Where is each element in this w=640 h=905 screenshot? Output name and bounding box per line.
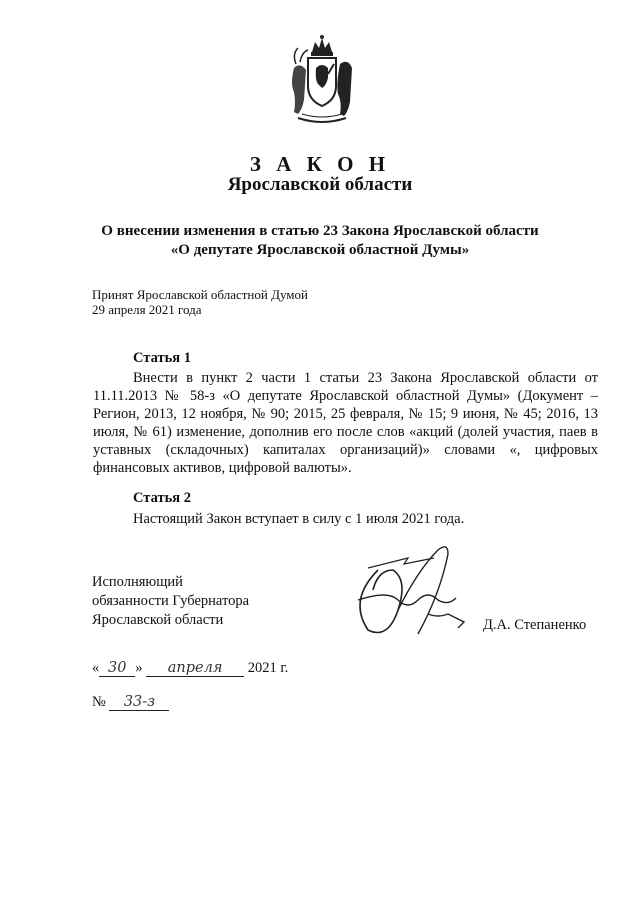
document-title: З А К О Н — [249, 152, 391, 176]
signing-date — [92, 660, 288, 677]
date-year: 2021 г. — [247, 660, 289, 676]
adoption-line-1: Принят Ярославской областной Думой — [92, 287, 308, 302]
article-1-body — [93, 369, 598, 477]
article-1-text: Внести в пункт 2 части 1 статьи 23 Закона Ярославской области от 11.11.2013 № 58-з «О депутате Ярославской областной Думы» (Документ – Регион, 2013, 12 ноября, № 90; 2015, 25 февраля, № 15; 9 июня, № 45; 2016, 13 июля, № 61) изменение, дополнив его после слов «акций (долей участия, паев в уставных (складочных) капиталах организаций)» словами «, цифровых финансовых активов, цифровой валюты». — [93, 370, 598, 476]
date-month: апреля — [146, 660, 244, 677]
article-2-text: Настоящий Закон вступает в силу с 1 июля 2021 года. — [133, 511, 465, 527]
date-day: 30 — [99, 660, 135, 677]
subject-line-1: О внесении изменения в статью 23 Закона Ярославской области — [101, 223, 539, 239]
coat-of-arms-icon — [282, 34, 362, 130]
adoption-note — [92, 287, 308, 317]
law-number — [92, 694, 169, 711]
date-close-quote: » — [135, 660, 143, 676]
subject-line-2: «О депутате Ярославской областной Думы» — [170, 242, 470, 258]
article-1-heading: Статья 1 — [133, 350, 191, 366]
signer-name: Д.А. Степаненко — [483, 617, 587, 633]
number-value: 33-з — [109, 694, 169, 711]
signer-title — [92, 573, 249, 630]
signature-icon — [338, 540, 478, 650]
date-open-quote: « — [92, 660, 100, 676]
signer-title-line-2: обязанности Губернатора — [92, 593, 250, 609]
signer-title-line-3: Ярославской области — [92, 612, 224, 628]
number-prefix: № — [92, 694, 106, 710]
signer-title-line-1: Исполняющий — [92, 574, 183, 590]
article-2-heading: Статья 2 — [133, 490, 191, 506]
document-region: Ярославской области — [227, 174, 413, 195]
adoption-date: 29 апреля 2021 года — [92, 302, 202, 317]
